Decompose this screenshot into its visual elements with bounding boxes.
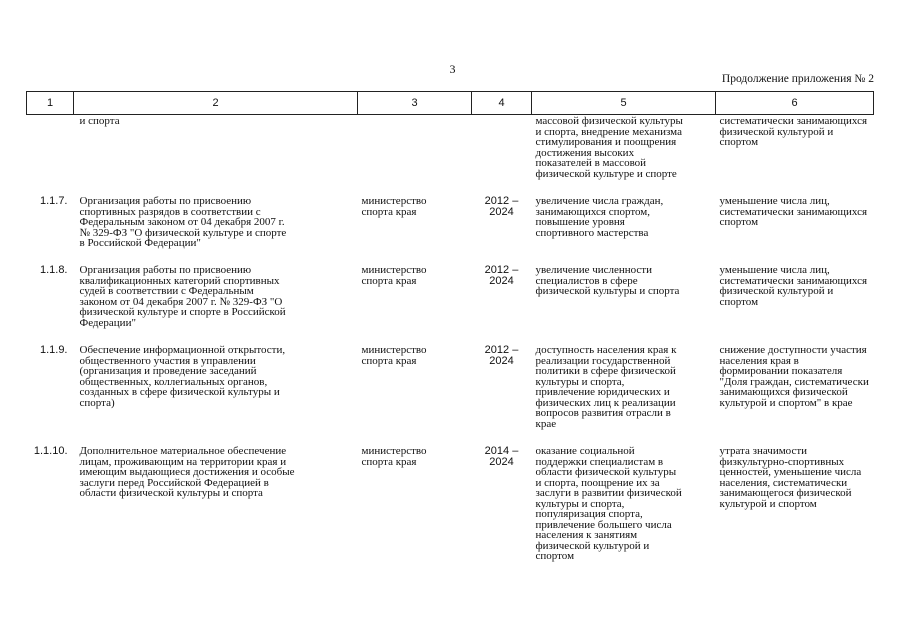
- row-number: 1.1.8.: [39, 264, 68, 276]
- row-number: [27, 115, 74, 197]
- result-cell: массовой физической культуры и спорта, внедрение механизма стимулирования и поощрения достижения высоких показателей в массовой физической культуре и спорте: [535, 115, 683, 180]
- years-cell: 2012 – 2024: [484, 344, 519, 367]
- activity-cell: Организация работы по присвоению спортивных разрядов в соответствии с Федеральным законом от 04 декабря 2007 г. № 329-ФЗ "О физической культуре и спорте в Российской Федерации": [79, 195, 287, 249]
- executor-cell: министерство спорта края: [361, 445, 427, 468]
- program-table: [26, 91, 874, 572]
- row-number: 1.1.9.: [39, 344, 68, 356]
- table-row: [27, 446, 874, 572]
- executor-cell: министерство спорта края: [361, 264, 427, 287]
- table-row: [27, 345, 874, 446]
- column-header: 1: [27, 92, 74, 115]
- activity-cell: Дополнительное материальное обеспечение лицам, проживающим на территории края и имеющим выдающиеся достижения и особые заслуги перед Российской Федерацией в области физической культуры и спорта: [79, 445, 295, 499]
- column-header: 3: [358, 92, 472, 115]
- continuation-label: Продолжение приложения № 2: [721, 73, 874, 85]
- page-number: 3: [449, 62, 456, 76]
- executor-cell: [358, 115, 472, 197]
- consequence-cell: уменьшение числа лиц, систематически занимающихся физической культурой и спортом: [719, 264, 868, 308]
- table-row: [27, 115, 874, 197]
- years-cell: 2012 – 2024: [484, 195, 519, 218]
- table-row: [27, 265, 874, 345]
- years-cell: [472, 115, 532, 197]
- consequence-cell: утрата значимости физкультурно-спортивных ценностей, уменьшение числа населения, систематически занимающегося физической культурой и спортом: [719, 445, 862, 510]
- column-header-row: [27, 92, 874, 115]
- result-cell: увеличение числа граждан, занимающихся спортом, повышение уровня спортивного мастерства: [535, 195, 664, 239]
- column-header: 6: [716, 92, 874, 115]
- table-row: [27, 196, 874, 265]
- executor-cell: министерство спорта края: [361, 344, 427, 367]
- result-cell: увеличение численности специалистов в сфере физической культуры и спорта: [535, 264, 680, 297]
- column-header: 2: [74, 92, 358, 115]
- executor-cell: министерство спорта края: [361, 195, 427, 218]
- consequence-cell: уменьшение числа лиц, систематически занимающихся спортом: [719, 195, 868, 228]
- result-cell: доступность населения края к реализации государственной политики в сфере физической культуры и спорта, привлечение юридических и физических лиц к реализации вопросов развития отрасли в крае: [535, 344, 677, 430]
- years-cell: 2012 – 2024: [484, 264, 519, 287]
- consequence-cell: снижение доступности участия населения края в формировании показателя "Доля граждан, систематически занимающихся физической культурой и спортом" в крае: [719, 344, 869, 409]
- years-cell: 2014 – 2024: [484, 445, 519, 468]
- activity-cell: Обеспечение информационной открытости, общественного участия в управлении (организация и проведение заседаний общественных, коллегиальных органов, созданных в сфере физической культуры и спорта): [79, 344, 286, 409]
- column-header: 4: [472, 92, 532, 115]
- row-number: 1.1.7.: [39, 195, 68, 207]
- result-cell: оказание социальной поддержки специалистам в области физической культуры и спорта, поощрение их за заслуги в развитии физической культуры и спорта, популяризация спорта, привлечение большего числа населения к занятиям физической культурой и спортом: [535, 445, 682, 562]
- activity-cell: и спорта: [79, 115, 120, 127]
- consequence-cell: систематически занимающихся физической культурой и спортом: [719, 115, 868, 148]
- column-header: 5: [532, 92, 716, 115]
- activity-cell: Организация работы по присвоению квалификационных категорий спортивных судей в соответствии с Федеральным законом от 04 декабря 2007 г. № 329-ФЗ "О физической культуре и спорте в Российской Федерации": [79, 264, 286, 329]
- row-number: 1.1.10.: [33, 445, 68, 457]
